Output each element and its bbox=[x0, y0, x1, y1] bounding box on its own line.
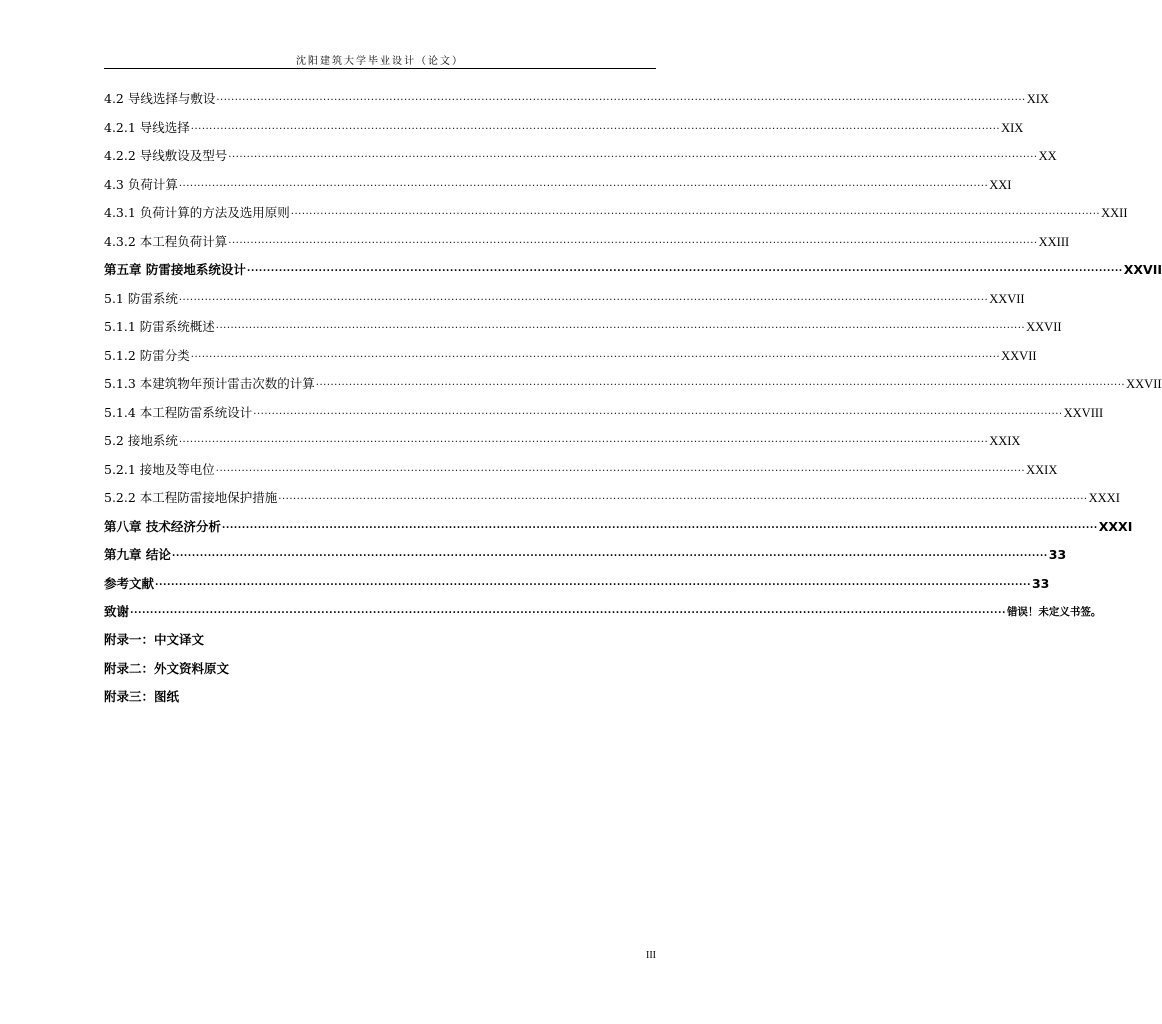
toc-entry-label: 5.1.2 防雷分类 bbox=[104, 347, 190, 363]
toc-entry-label: 5.1.4 本工程防雷系统设计 bbox=[104, 404, 253, 420]
toc-leader: ............................................................................................................................................................................................................................ bbox=[178, 434, 989, 445]
toc-leader: ............................................................................................................................................................................................................................ bbox=[178, 177, 989, 189]
toc-leader: ............................................................................................................................................................................................................................ bbox=[178, 291, 989, 303]
toc-entry-label: 第九章 结论 bbox=[104, 547, 171, 562]
toc-entry-label: 5.1.3 本建筑物年预计雷击次数的计算 bbox=[104, 376, 315, 391]
toc-leader: ............................................................................................................................................................................................................................ bbox=[171, 548, 1048, 559]
toc-entry-page: XIX bbox=[1001, 120, 1024, 135]
toc-entry-label: 5.2.1 接地及等电位 bbox=[104, 461, 215, 477]
toc-entry-label: 4.3.1 负荷计算的方法及选用原则 bbox=[104, 205, 290, 220]
toc-entry-page: XXVII bbox=[1123, 262, 1162, 277]
toc-entry-label: 5.2.2 本工程防雷接地保护措施 bbox=[104, 490, 278, 505]
toc-entry-label: 5.1 防雷系统 bbox=[104, 290, 178, 306]
toc-entry-page: XXVII bbox=[1026, 320, 1062, 334]
toc-entry-label: 4.2.2 导线敷设及型号 bbox=[104, 148, 228, 163]
toc-entry-page: XXVII bbox=[1001, 348, 1037, 363]
toc-entry[interactable] bbox=[104, 174, 1012, 194]
toc-entry-page: 33 bbox=[1048, 547, 1067, 562]
toc-leader: ............................................................................................................................................................................................................................ bbox=[215, 320, 1026, 331]
appendix-entry[interactable]: 附录三：图纸 bbox=[104, 689, 180, 704]
toc-entry-page: XXXI bbox=[1098, 518, 1133, 534]
page-number: III bbox=[646, 950, 656, 961]
toc-leader: ............................................................................................................................................................................................................................ bbox=[215, 462, 1026, 474]
toc-entry[interactable] bbox=[104, 373, 1162, 393]
toc-leader: ............................................................................................................................................................................................................................ bbox=[290, 206, 1101, 217]
toc-leader: ............................................................................................................................................................................................................................ bbox=[130, 605, 1006, 616]
toc-leader: ............................................................................................................................................................................................................................ bbox=[216, 92, 1026, 103]
toc-entry-page: XIX bbox=[1026, 92, 1049, 106]
toc-entry-label: 4.2 导线选择与敷设 bbox=[104, 91, 216, 106]
toc-entry[interactable] bbox=[104, 430, 1021, 450]
toc-entry-label: 参考文献 bbox=[104, 575, 155, 591]
toc-leader: ............................................................................................................................................................................................................................ bbox=[228, 149, 1038, 160]
toc-entry-page: XXVII bbox=[989, 291, 1025, 306]
toc-entry-label: 5.2 接地系统 bbox=[104, 433, 178, 448]
appendix-entry[interactable]: 附录二：外文资料原文 bbox=[104, 660, 230, 676]
toc-entry-page: XXI bbox=[989, 177, 1012, 192]
toc-entry-label: 5.1.1 防雷系统概述 bbox=[104, 319, 215, 334]
toc-leader: ............................................................................................................................................................................................................................ bbox=[221, 519, 1098, 531]
toc-entry[interactable] bbox=[104, 316, 1062, 336]
toc-entry[interactable] bbox=[104, 487, 1120, 507]
toc-entry[interactable] bbox=[104, 459, 1058, 479]
toc-leader: ............................................................................................................................................................................................................................ bbox=[315, 377, 1126, 388]
toc-entry-label: 第五章 防雷接地系统设计 bbox=[104, 262, 246, 277]
toc-entry-page: XXXI bbox=[1088, 491, 1120, 505]
toc-entry-page: XXVII bbox=[1126, 377, 1162, 391]
toc-entry-label: 致谢 bbox=[104, 604, 130, 619]
page-header-title: 沈阳建筑大学毕业设计（论文） bbox=[296, 56, 464, 67]
toc-chapter-entry[interactable] bbox=[104, 601, 1102, 621]
toc-leader: ............................................................................................................................................................................................................................ bbox=[278, 491, 1088, 502]
toc-leader: ............................................................................................................................................................................................................................ bbox=[190, 348, 1001, 360]
toc-entry-page: XXII bbox=[1101, 206, 1128, 220]
toc-chapter-entry[interactable] bbox=[104, 573, 1050, 593]
toc-leader: ............................................................................................................................................................................................................................ bbox=[253, 405, 1063, 417]
toc-chapter-entry[interactable] bbox=[104, 259, 1162, 279]
toc-entry[interactable] bbox=[104, 145, 1057, 165]
toc-entry[interactable] bbox=[104, 288, 1025, 308]
toc-entry-page: XXIX bbox=[989, 434, 1021, 448]
toc-entry-page: XXVIII bbox=[1063, 405, 1104, 420]
toc-entry-error-note: 错误！未定义书签。 bbox=[1006, 606, 1102, 618]
toc-chapter-entry[interactable] bbox=[104, 516, 1133, 536]
toc-entry-page: XXIII bbox=[1038, 234, 1070, 249]
toc-entry-page: XXIX bbox=[1026, 462, 1058, 477]
toc-leader: ............................................................................................................................................................................................................................ bbox=[155, 576, 1031, 588]
toc-entry-label: 4.3.2 本工程负荷计算 bbox=[104, 233, 228, 249]
toc-entry-page: XX bbox=[1038, 149, 1057, 163]
toc-leader: ............................................................................................................................................................................................................................ bbox=[190, 120, 1001, 132]
toc-leader: ............................................................................................................................................................................................................................ bbox=[228, 234, 1038, 246]
toc-entry[interactable] bbox=[104, 345, 1037, 365]
toc-leader: ............................................................................................................................................................................................................................ bbox=[246, 263, 1123, 274]
toc-entry-label: 4.2.1 导线选择 bbox=[104, 119, 190, 135]
toc-entry[interactable] bbox=[104, 117, 1024, 137]
toc-entry[interactable] bbox=[104, 202, 1128, 222]
header-rule bbox=[104, 68, 656, 69]
toc-entry-page: 33 bbox=[1031, 575, 1050, 591]
toc-entry-label: 4.3 负荷计算 bbox=[104, 176, 178, 192]
toc-chapter-entry[interactable] bbox=[104, 544, 1067, 564]
toc-entry[interactable] bbox=[104, 402, 1104, 422]
toc-entry-label: 第八章 技术经济分析 bbox=[104, 518, 221, 534]
appendix-entry[interactable]: 附录一：中文译文 bbox=[104, 632, 205, 647]
toc-entry[interactable] bbox=[104, 231, 1070, 251]
toc-entry[interactable] bbox=[104, 88, 1049, 108]
